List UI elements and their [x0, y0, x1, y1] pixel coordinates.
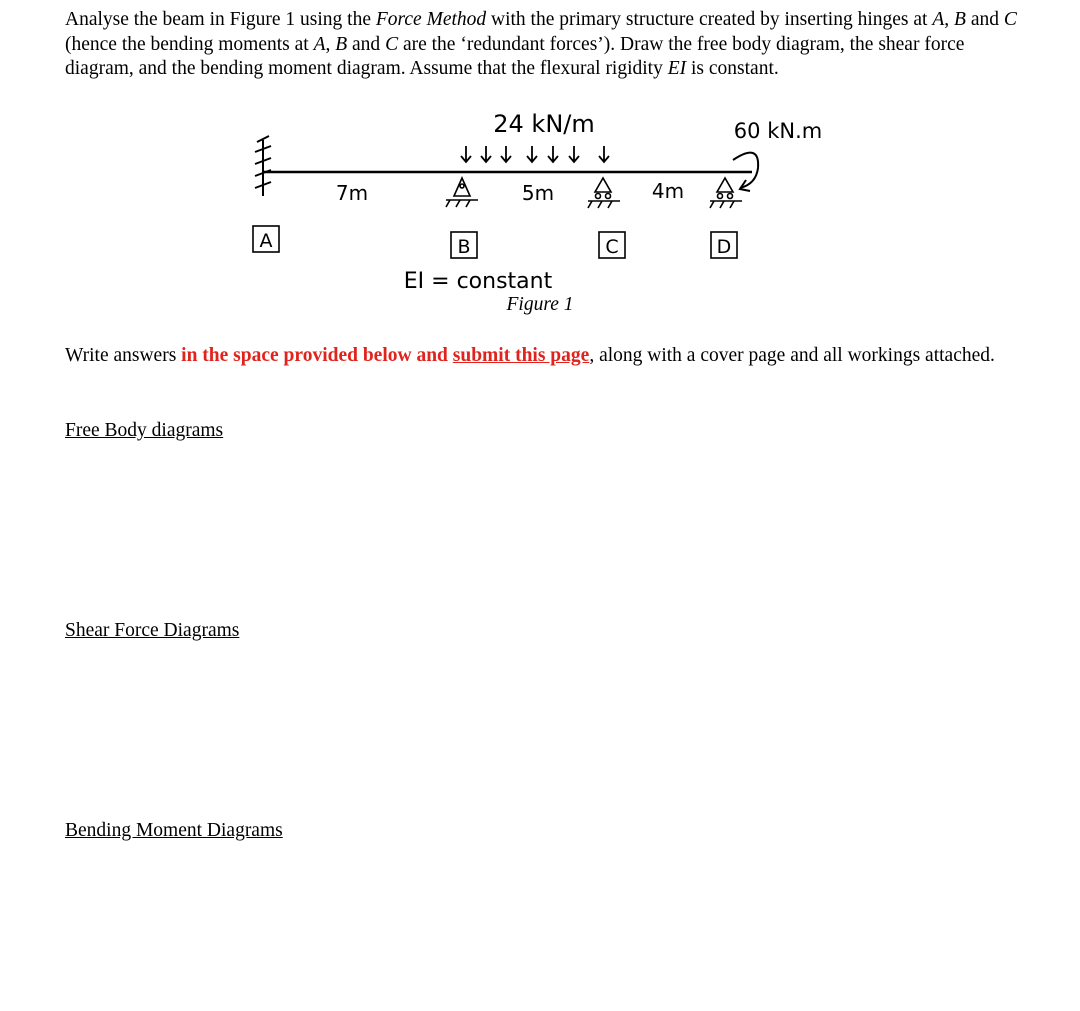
free-body-diagrams-heading: Free Body diagrams: [65, 420, 224, 441]
problem-statement: Analyse the beam in Figure 1 using the Force Method with the primary structure created by inserting hinges at A, B and C (hence the bending moments at A, B and C are the ‘redundant forces’). Draw the free body diagram, the shear force diagram, and the bending moment diagram. Assume that the flexural rigidity EI is constant.: [65, 9, 1017, 79]
bending-moment-answer-space[interactable]: [65, 850, 1025, 1000]
roller-support-d: [710, 178, 742, 208]
support-a-label: A: [259, 230, 273, 252]
instructions: Write answers in the space provided below and submit this page, along with a cover page and all workings attached.: [65, 345, 995, 366]
distributed-load-arrows: [461, 146, 609, 162]
span-ab-label: 7m: [335, 181, 369, 205]
moment-label: 60 kN.m: [733, 119, 823, 143]
load-label: 24 kN/m: [493, 110, 595, 138]
force-method-term: Force Method: [375, 9, 487, 30]
support-c-label: C: [605, 236, 619, 258]
free-body-answer-space[interactable]: [65, 450, 1025, 610]
shear-force-diagrams-heading: Shear Force Diagrams: [65, 620, 240, 641]
pin-support-b: [446, 178, 478, 207]
ei-term: EI: [667, 58, 687, 79]
shear-force-answer-space[interactable]: [65, 650, 1025, 810]
ei-constant-note: EI = constant: [403, 269, 553, 294]
support-d-label: D: [716, 236, 732, 258]
fixed-support-a: [255, 136, 271, 196]
instructions-emphasis: in the space provided below and: [181, 345, 453, 366]
span-bc-label: 5m: [521, 181, 555, 205]
submit-this-page-emphasis: submit this page: [452, 345, 590, 366]
span-cd-label: 4m: [651, 179, 685, 203]
bending-moment-diagrams-heading: Bending Moment Diagrams: [65, 820, 283, 841]
beam-figure: [0, 100, 1080, 300]
figure-caption: Figure 1: [506, 294, 574, 315]
roller-support-c: [588, 178, 620, 208]
support-b-label: B: [457, 236, 471, 258]
